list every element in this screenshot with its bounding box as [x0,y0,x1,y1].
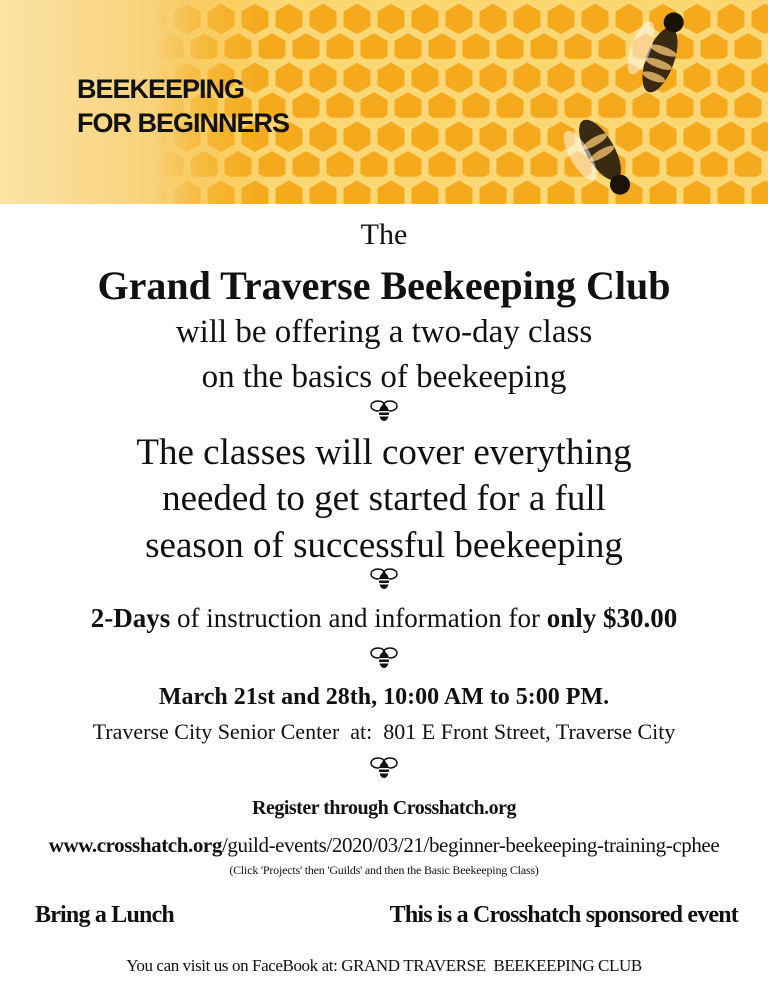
bee-icon [369,645,399,669]
register-heading: Register through Crosshatch.org [252,797,516,819]
bee-icon [369,566,399,590]
register-note: (Click 'Projects' then 'Guilds' and then the Basic Beekeeping Class) [229,863,539,877]
club-name-heading: Grand Traverse Beekeeping Club [97,263,671,308]
price-line [0,603,768,634]
bring-lunch-note: Bring a Lunch [35,902,174,928]
banner-title-line1: BEEKEEPING [77,74,245,104]
schedule-dates: March 21st and 28th, 10:00 AM to 5:00 PM. [158,684,610,710]
banner-title-line2: FOR BEGINNERS [77,108,290,138]
schedule-location: Traverse City Senior Center at: 801 E Front Street, Traverse City [92,719,676,744]
price-days: 2-Days [90,603,171,633]
register-url-link[interactable] [0,833,768,858]
offer-line-2: on the basics of beekeeping [201,359,567,395]
url-path[interactable]: /guild-events/2020/03/21/beginner-beekeeping-training-cphee [221,833,720,857]
price-middle: of instruction and information for [170,603,547,633]
bee-icon [369,398,399,422]
facebook-note: You can visit us on FaceBook at: GRAND TRAVERSE BEEKEEPING CLUB [126,956,642,975]
url-domain[interactable]: www.crosshatch.org [48,833,222,857]
intro-the: The [360,218,408,251]
banner-image [0,0,768,204]
bee-icon [369,755,399,779]
banner-title [77,72,289,140]
offer-line-1: will be offering a two-day class [175,314,593,350]
coverage-line-2: needed to get started for a full [162,478,606,519]
price-amount: only $30.00 [546,603,678,633]
coverage-line-1: The classes will cover everything [136,432,632,473]
coverage-line-3: season of successful beekeeping [145,525,623,566]
sponsor-note: This is a Crosshatch sponsored event [389,902,738,928]
